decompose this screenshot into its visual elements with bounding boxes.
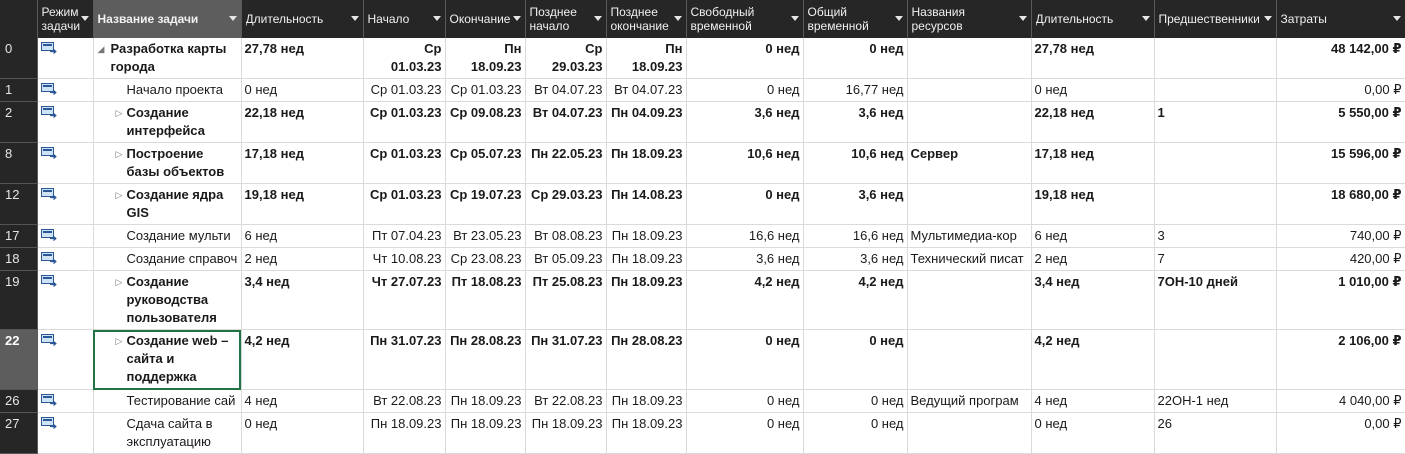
cell-total-slack[interactable]: 16,6 нед: [803, 225, 907, 248]
cell-late-start[interactable]: Вт 04.07.23: [525, 79, 606, 102]
cell-finish[interactable]: Вт 23.05.23: [445, 225, 525, 248]
cell-resources[interactable]: [907, 102, 1031, 143]
cell-free-slack[interactable]: 0 нед: [686, 330, 803, 390]
cell-duration2[interactable]: 19,18 нед: [1031, 184, 1154, 225]
cell-duration[interactable]: 19,18 нед: [241, 184, 363, 225]
cell-cost[interactable]: 0,00 ₽: [1276, 413, 1405, 454]
cell-cost[interactable]: 0,00 ₽: [1276, 79, 1405, 102]
auto-scheduled-task-icon: [41, 275, 58, 287]
row-id[interactable]: 0: [0, 38, 37, 79]
auto-scheduled-task-icon: [41, 394, 58, 406]
row-id[interactable]: 19: [0, 271, 37, 330]
expand-triangle-icon[interactable]: ▷: [115, 277, 123, 287]
task-name-cell[interactable]: [93, 413, 241, 454]
row-id[interactable]: 2: [0, 102, 37, 143]
auto-scheduled-task-icon: [41, 252, 58, 264]
task-row[interactable]: [0, 102, 1405, 143]
cell-free-slack[interactable]: 16,6 нед: [686, 225, 803, 248]
column-header-late-start[interactable]: [525, 0, 606, 38]
dropdown-arrow-icon[interactable]: [229, 16, 237, 21]
cell-free-slack[interactable]: 10,6 нед: [686, 143, 803, 184]
cell-late-finish[interactable]: Пн 28.08.23: [606, 330, 686, 390]
cell-finish[interactable]: Пт 18.08.23: [445, 271, 525, 330]
cell-duration2[interactable]: 2 нед: [1031, 248, 1154, 271]
dropdown-arrow-icon[interactable]: [895, 16, 903, 21]
cell-late-start[interactable]: Ср 29.03.23: [525, 38, 606, 79]
expand-triangle-icon[interactable]: ▷: [115, 336, 123, 346]
cell-start[interactable]: Пн 18.09.23: [363, 413, 445, 454]
expand-triangle-icon[interactable]: ▷: [115, 149, 123, 159]
column-header-total-slack[interactable]: [803, 0, 907, 38]
cell-resources[interactable]: Сервер: [907, 143, 1031, 184]
cell-resources[interactable]: [907, 413, 1031, 454]
cell-finish[interactable]: Пн 28.08.23: [445, 330, 525, 390]
cell-duration[interactable]: 27,78 нед: [241, 38, 363, 79]
cell-late-finish[interactable]: Пн 18.09.23: [606, 248, 686, 271]
cell-finish[interactable]: Ср 01.03.23: [445, 79, 525, 102]
cell-predecessors[interactable]: 22ОН-1 нед: [1154, 390, 1276, 413]
task-name-cell[interactable]: [93, 38, 241, 79]
cell-duration2[interactable]: 27,78 нед: [1031, 38, 1154, 79]
task-row[interactable]: [0, 38, 1405, 79]
cell-start[interactable]: Чт 10.08.23: [363, 248, 445, 271]
cell-free-slack[interactable]: 4,2 нед: [686, 271, 803, 330]
select-all-corner[interactable]: [0, 0, 37, 38]
cell-predecessors[interactable]: [1154, 38, 1276, 79]
cell-total-slack[interactable]: 3,6 нед: [803, 248, 907, 271]
cell-predecessors[interactable]: [1154, 143, 1276, 184]
column-header-name[interactable]: [93, 0, 241, 38]
cell-cost[interactable]: 5 550,00 ₽: [1276, 102, 1405, 143]
auto-scheduled-task-icon: [41, 417, 58, 429]
column-header-label: Окончание: [449, 12, 511, 26]
task-row[interactable]: [0, 390, 1405, 413]
cell-resources[interactable]: [907, 79, 1031, 102]
cell-cost[interactable]: 740,00 ₽: [1276, 225, 1405, 248]
task-name: Начало проекта: [126, 82, 224, 97]
column-header-duration[interactable]: [241, 0, 363, 38]
cell-free-slack[interactable]: 0 нед: [686, 38, 803, 79]
task-name-cell[interactable]: [93, 225, 241, 248]
cell-late-finish[interactable]: Пн 18.09.23: [606, 271, 686, 330]
column-header-label: Позднее начало: [529, 5, 577, 33]
column-header-label: Длительность: [1035, 12, 1114, 26]
cell-late-finish[interactable]: Вт 04.07.23: [606, 79, 686, 102]
cell-total-slack[interactable]: 0 нед: [803, 413, 907, 454]
column-header-finish[interactable]: [445, 0, 525, 38]
task-row[interactable]: [0, 184, 1405, 225]
cell-free-slack[interactable]: 3,6 нед: [686, 102, 803, 143]
dropdown-arrow-icon[interactable]: [1019, 16, 1027, 21]
cell-start[interactable]: Ср 01.03.23: [363, 38, 445, 79]
task-name: Разработка карты города: [110, 41, 227, 74]
cell-late-start[interactable]: Ср 29.03.23: [525, 184, 606, 225]
expand-triangle-icon[interactable]: ▷: [115, 108, 123, 118]
cell-duration[interactable]: 3,4 нед: [241, 271, 363, 330]
auto-scheduled-task-icon: [41, 334, 58, 346]
cell-duration2[interactable]: 4,2 нед: [1031, 330, 1154, 390]
task-name: Создание справоч: [126, 251, 238, 266]
row-id[interactable]: 26: [0, 390, 37, 413]
cell-resources[interactable]: [907, 271, 1031, 330]
cell-total-slack[interactable]: 3,6 нед: [803, 102, 907, 143]
task-row[interactable]: [0, 413, 1405, 454]
task-mode-cell[interactable]: [37, 413, 93, 454]
task-mode-cell[interactable]: [37, 271, 93, 330]
cell-late-start[interactable]: Пн 22.05.23: [525, 143, 606, 184]
cell-duration[interactable]: 6 нед: [241, 225, 363, 248]
cell-late-finish[interactable]: Пн 18.09.23: [606, 225, 686, 248]
task-name-cell[interactable]: [93, 102, 241, 143]
dropdown-arrow-icon[interactable]: [1393, 16, 1401, 21]
cell-predecessors[interactable]: [1154, 184, 1276, 225]
column-header-label: Свободный временной: [690, 5, 755, 33]
cell-duration[interactable]: 17,18 нед: [241, 143, 363, 184]
dropdown-arrow-icon[interactable]: [594, 16, 602, 21]
column-header-label: Начало: [367, 12, 410, 26]
cell-total-slack[interactable]: 16,77 нед: [803, 79, 907, 102]
cell-duration[interactable]: 0 нед: [241, 413, 363, 454]
row-id[interactable]: 17: [0, 225, 37, 248]
cell-duration2[interactable]: 17,18 нед: [1031, 143, 1154, 184]
cell-resources[interactable]: Мультимедиа-кор: [907, 225, 1031, 248]
cell-finish[interactable]: Ср 09.08.23: [445, 102, 525, 143]
column-header-late-finish[interactable]: [606, 0, 686, 38]
cell-late-start[interactable]: Пн 18.09.23: [525, 413, 606, 454]
column-header-free-slack[interactable]: [686, 0, 803, 38]
cell-start[interactable]: Ср 01.03.23: [363, 143, 445, 184]
cell-late-finish[interactable]: Пн 18.09.23: [606, 38, 686, 79]
cell-predecessors[interactable]: [1154, 330, 1276, 390]
cell-duration[interactable]: 4 нед: [241, 390, 363, 413]
cell-start[interactable]: Ср 01.03.23: [363, 79, 445, 102]
task-mode-cell[interactable]: [37, 102, 93, 143]
dropdown-arrow-icon[interactable]: [81, 16, 89, 21]
cell-finish[interactable]: Пн 18.09.23: [445, 390, 525, 413]
task-name-cell[interactable]: [93, 248, 241, 271]
task-mode-cell[interactable]: [37, 225, 93, 248]
cell-resources[interactable]: [907, 184, 1031, 225]
cell-resources[interactable]: [907, 330, 1031, 390]
task-name-cell[interactable]: [93, 271, 241, 330]
cell-predecessors[interactable]: 26: [1154, 413, 1276, 454]
cell-duration2[interactable]: 0 нед: [1031, 79, 1154, 102]
cell-start[interactable]: Ср 01.03.23: [363, 184, 445, 225]
cell-duration[interactable]: 2 нед: [241, 248, 363, 271]
row-id[interactable]: 8: [0, 143, 37, 184]
cell-late-finish[interactable]: Пн 14.08.23: [606, 184, 686, 225]
cell-cost[interactable]: 420,00 ₽: [1276, 248, 1405, 271]
column-header-predecessors[interactable]: [1154, 0, 1276, 38]
cell-late-finish[interactable]: Пн 04.09.23: [606, 102, 686, 143]
cell-duration[interactable]: 0 нед: [241, 79, 363, 102]
cell-cost[interactable]: 2 106,00 ₽: [1276, 330, 1405, 390]
cell-start[interactable]: Чт 27.07.23: [363, 271, 445, 330]
task-name: Тестирование сай: [126, 393, 236, 408]
cell-duration2[interactable]: 0 нед: [1031, 413, 1154, 454]
dropdown-arrow-icon[interactable]: [1264, 16, 1272, 21]
cell-free-slack[interactable]: 0 нед: [686, 79, 803, 102]
cell-total-slack[interactable]: 10,6 нед: [803, 143, 907, 184]
task-row[interactable]: [0, 330, 1405, 390]
row-id[interactable]: 18: [0, 248, 37, 271]
cell-total-slack[interactable]: 0 нед: [803, 38, 907, 79]
cell-resources[interactable]: Ведущий програм: [907, 390, 1031, 413]
cell-duration2[interactable]: 22,18 нед: [1031, 102, 1154, 143]
row-id[interactable]: 1: [0, 79, 37, 102]
column-header-label: Затраты: [1280, 12, 1327, 26]
task-name: Создание мульти: [126, 228, 231, 243]
cell-late-finish[interactable]: Пн 18.09.23: [606, 143, 686, 184]
cell-finish[interactable]: Пн 18.09.23: [445, 38, 525, 79]
column-header-cost[interactable]: [1276, 0, 1405, 38]
column-header-label: Режим задачи: [41, 5, 81, 33]
cell-duration[interactable]: 22,18 нед: [241, 102, 363, 143]
task-mode-cell[interactable]: [37, 390, 93, 413]
header-row: [0, 0, 1405, 38]
cell-total-slack[interactable]: 0 нед: [803, 390, 907, 413]
column-header-label: Название задачи: [97, 12, 199, 26]
cell-cost[interactable]: 48 142,00 ₽: [1276, 38, 1405, 79]
column-header-label: Предшественники: [1158, 12, 1260, 26]
task-mode-cell[interactable]: [37, 184, 93, 225]
task-mode-cell[interactable]: [37, 248, 93, 271]
cell-duration2[interactable]: 6 нед: [1031, 225, 1154, 248]
cell-resources[interactable]: Технический писат: [907, 248, 1031, 271]
dropdown-arrow-icon[interactable]: [674, 16, 682, 21]
expand-triangle-icon[interactable]: ▷: [115, 190, 123, 200]
cell-cost[interactable]: 4 040,00 ₽: [1276, 390, 1405, 413]
cell-free-slack[interactable]: 0 нед: [686, 413, 803, 454]
auto-scheduled-task-icon: [41, 147, 58, 159]
cell-late-start[interactable]: Вт 04.07.23: [525, 102, 606, 143]
task-name-cell[interactable]: [93, 330, 241, 390]
task-mode-cell[interactable]: [37, 79, 93, 102]
cell-start[interactable]: Пн 31.07.23: [363, 330, 445, 390]
cell-cost[interactable]: 1 010,00 ₽: [1276, 271, 1405, 330]
cell-free-slack[interactable]: 0 нед: [686, 390, 803, 413]
dropdown-arrow-icon[interactable]: [1142, 16, 1150, 21]
cell-duration2[interactable]: 4 нед: [1031, 390, 1154, 413]
task-name: Построение базы объектов: [126, 146, 225, 179]
cell-late-start[interactable]: Вт 08.08.23: [525, 225, 606, 248]
cell-start[interactable]: Ср 01.03.23: [363, 102, 445, 143]
task-row[interactable]: [0, 79, 1405, 102]
row-id[interactable]: 22: [0, 330, 37, 390]
auto-scheduled-task-icon: [41, 83, 58, 95]
cell-finish[interactable]: Ср 19.07.23: [445, 184, 525, 225]
task-mode-cell[interactable]: [37, 143, 93, 184]
task-row[interactable]: [0, 248, 1405, 271]
cell-resources[interactable]: [907, 38, 1031, 79]
auto-scheduled-task-icon: [41, 42, 58, 54]
cell-late-start[interactable]: Вт 22.08.23: [525, 390, 606, 413]
dropdown-arrow-icon[interactable]: [433, 16, 441, 21]
cell-finish[interactable]: Ср 23.08.23: [445, 248, 525, 271]
column-header-start[interactable]: [363, 0, 445, 38]
cell-late-finish[interactable]: Пн 18.09.23: [606, 413, 686, 454]
cell-cost[interactable]: 15 596,00 ₽: [1276, 143, 1405, 184]
cell-start[interactable]: Вт 22.08.23: [363, 390, 445, 413]
cell-predecessors[interactable]: [1154, 79, 1276, 102]
dropdown-arrow-icon[interactable]: [791, 16, 799, 21]
cell-finish[interactable]: Ср 05.07.23: [445, 143, 525, 184]
cell-duration[interactable]: 4,2 нед: [241, 330, 363, 390]
column-header-label: Названия ресурсов: [911, 5, 965, 33]
cell-cost[interactable]: 18 680,00 ₽: [1276, 184, 1405, 225]
task-name: Создание интерфейса: [126, 105, 205, 138]
column-header-label: Общий временной: [807, 5, 869, 33]
task-name: Создание руководства пользователя: [126, 274, 217, 325]
column-header-duration2[interactable]: [1031, 0, 1154, 38]
auto-scheduled-task-icon: [41, 229, 58, 241]
cell-finish[interactable]: Пн 18.09.23: [445, 413, 525, 454]
task-name: Создание web – сайта и поддержка: [126, 333, 229, 384]
cell-late-start[interactable]: Пн 31.07.23: [525, 330, 606, 390]
cell-free-slack[interactable]: 3,6 нед: [686, 248, 803, 271]
column-header-label: Длительность: [245, 12, 324, 26]
cell-late-start[interactable]: Вт 05.09.23: [525, 248, 606, 271]
task-mode-cell[interactable]: [37, 38, 93, 79]
row-id[interactable]: 12: [0, 184, 37, 225]
cell-predecessors[interactable]: 7ОН-10 дней: [1154, 271, 1276, 330]
auto-scheduled-task-icon: [41, 106, 58, 118]
task-name-cell[interactable]: [93, 390, 241, 413]
cell-duration2[interactable]: 3,4 нед: [1031, 271, 1154, 330]
column-header-resources[interactable]: [907, 0, 1031, 38]
dropdown-arrow-icon[interactable]: [513, 16, 521, 21]
cell-total-slack[interactable]: 4,2 нед: [803, 271, 907, 330]
task-name-cell[interactable]: [93, 79, 241, 102]
collapse-triangle-icon[interactable]: ◢: [97, 44, 105, 54]
task-name: Создание ядра GIS: [126, 187, 224, 220]
column-header-mode[interactable]: [37, 0, 93, 38]
task-row[interactable]: [0, 271, 1405, 330]
auto-scheduled-task-icon: [41, 188, 58, 200]
dropdown-arrow-icon[interactable]: [351, 16, 359, 21]
row-id[interactable]: 27: [0, 413, 37, 454]
column-header-label: Позднее окончание: [610, 5, 669, 33]
cell-predecessors[interactable]: 7: [1154, 248, 1276, 271]
cell-late-start[interactable]: Пт 25.08.23: [525, 271, 606, 330]
cell-predecessors[interactable]: 3: [1154, 225, 1276, 248]
task-row[interactable]: [0, 143, 1405, 184]
task-name-cell[interactable]: [93, 184, 241, 225]
cell-total-slack[interactable]: 3,6 нед: [803, 184, 907, 225]
cell-free-slack[interactable]: 0 нед: [686, 184, 803, 225]
task-mode-cell[interactable]: [37, 330, 93, 390]
task-row[interactable]: [0, 225, 1405, 248]
task-name: Сдача сайта в эксплуатацию: [126, 416, 213, 449]
cell-total-slack[interactable]: 0 нед: [803, 330, 907, 390]
cell-late-finish[interactable]: Пн 18.09.23: [606, 390, 686, 413]
cell-predecessors[interactable]: 1: [1154, 102, 1276, 143]
task-name-cell[interactable]: [93, 143, 241, 184]
cell-start[interactable]: Пт 07.04.23: [363, 225, 445, 248]
